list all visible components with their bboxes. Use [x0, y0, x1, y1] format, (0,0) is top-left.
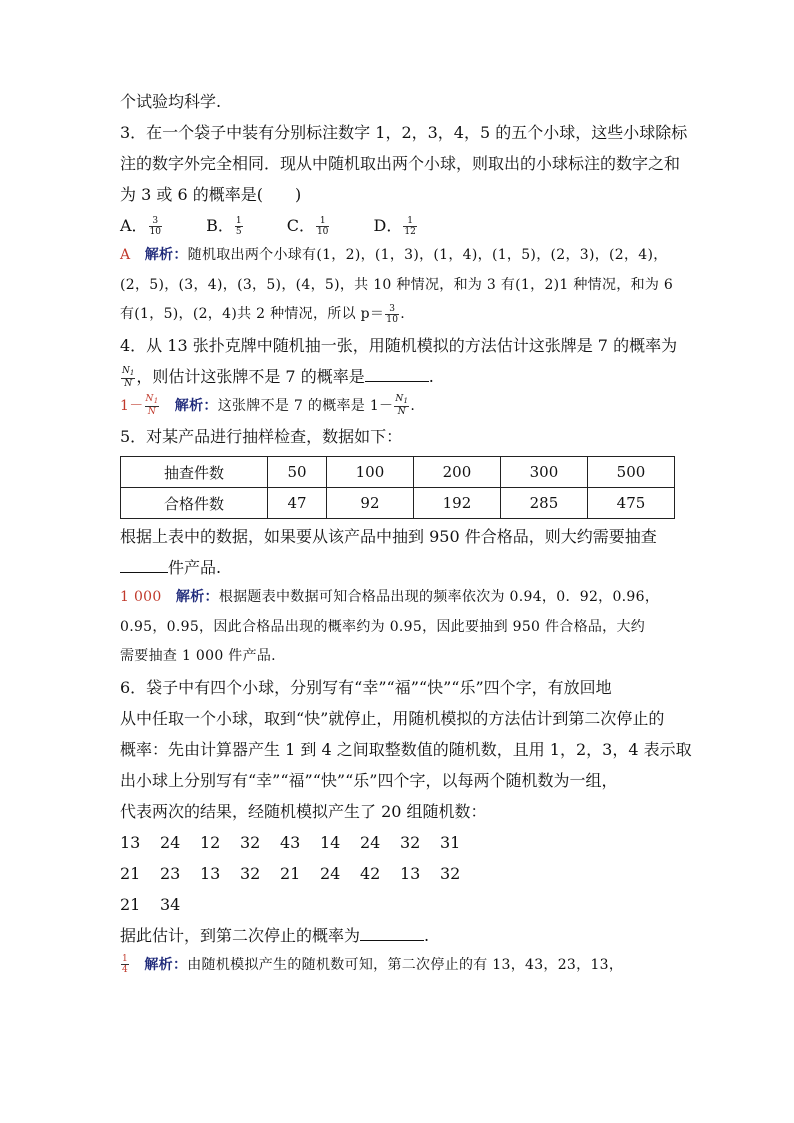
- denominator: 10: [386, 314, 399, 325]
- answer-value: 1 000: [120, 589, 162, 605]
- question-6: [120, 672, 692, 981]
- question-text: 根据上表中的数据，如果要从该产品中抽到 950 件合格品，则大约需要抽查: [120, 527, 657, 546]
- answer-value: [120, 394, 160, 417]
- denominator: N: [397, 407, 406, 417]
- random-number-row: [120, 827, 680, 858]
- table-cell: 47: [268, 488, 327, 519]
- table-header-cell: 合格件数: [121, 488, 268, 519]
- solution-keyword: 解析：: [175, 589, 219, 605]
- option-label: D．: [373, 216, 403, 235]
- answer-blank: [360, 926, 424, 941]
- random-number: 14: [320, 832, 341, 852]
- answer-prefix: 1－: [120, 397, 144, 414]
- numerator-symbol: N: [395, 394, 404, 404]
- question-text: 从中任取一个小球，取到“快”就停止，用随机模拟的方法估计到第二次停止的: [120, 708, 665, 728]
- solution-line: (2，5)，(3，4)，(3，5)，(4，5)，共 10 种情况，和为 3 有(1，2)1 种情况，和为 6: [120, 276, 674, 293]
- option-d: [374, 210, 418, 241]
- random-number: 34: [160, 894, 181, 914]
- random-number: 31: [440, 832, 461, 852]
- random-number: 13: [200, 863, 221, 883]
- random-number: 24: [160, 832, 181, 852]
- random-number: 24: [360, 832, 381, 852]
- random-number: 13: [400, 863, 421, 883]
- table-cell: 285: [500, 488, 587, 519]
- solution-line: [120, 951, 680, 981]
- random-number: 23: [160, 863, 181, 883]
- solution-text: 根据题表中数据可知合格品出现的频率依次为 0.94，0．92，0.96，: [218, 589, 660, 605]
- option-c: [287, 210, 331, 241]
- random-number: 24: [320, 863, 341, 883]
- random-number: 13: [120, 832, 141, 852]
- subscript: 1: [403, 397, 409, 405]
- table-cell: 100: [326, 457, 413, 488]
- question-text: 3．在一个袋子中装有分别标注数字 1，2，3，4，5 的五个小球，这些小球除标: [120, 123, 688, 142]
- random-number-row: [120, 889, 680, 920]
- option-b: [206, 210, 244, 241]
- solution-keyword: 解析：: [144, 956, 188, 973]
- random-number-row: [120, 858, 680, 889]
- document-page: [120, 86, 692, 980]
- random-number: 43: [280, 832, 301, 852]
- fraction: [145, 394, 160, 417]
- subscript: 1: [153, 397, 159, 405]
- fraction: [121, 954, 129, 975]
- answer-value: [120, 954, 130, 975]
- question-text: 据此估计，到第二次停止的概率为: [120, 925, 361, 945]
- random-number: 32: [440, 863, 461, 883]
- numerator-symbol: N: [145, 394, 154, 404]
- fraction: [316, 216, 329, 237]
- table-row: [121, 488, 675, 519]
- solution-line: [120, 583, 680, 613]
- question-text: 代表两次的结果，经随机模拟产生了 20 组随机数：: [120, 801, 487, 821]
- question-text: .: [424, 925, 430, 945]
- solution-text: 由随机模拟产生的随机数可知，第二次停止的有 13，43，23，13，: [187, 956, 624, 973]
- question-text: 4．从 13 张扑克牌中随机抽一张，用随机模拟的方法估计这张牌是 7 的概率为: [120, 335, 678, 355]
- question-text: [120, 361, 680, 392]
- solution-line: 0.95，0.95，因此合格品出现的概率约为 0.95，因此要抽到 950 件合格品，大约: [120, 618, 646, 635]
- question-4: [120, 330, 680, 422]
- table-cell: 50: [268, 457, 327, 488]
- question-5: [120, 421, 680, 672]
- denominator: N: [124, 378, 133, 389]
- question-text: ，则估计这张牌不是 7 的概率是: [136, 366, 365, 386]
- random-number: 32: [240, 863, 261, 883]
- question-text: [120, 552, 680, 583]
- solution-line: 需要抽查 1 000 件产品.: [120, 648, 276, 664]
- option-label: A．: [120, 216, 148, 235]
- answer-options: [120, 210, 680, 241]
- data-table: [120, 456, 675, 519]
- question-text: 概率：先由计算器产生 1 到 4 之间取整数值的随机数，且用 1，2，3，4 表示取: [120, 739, 692, 759]
- numerator: 1: [235, 216, 242, 226]
- numerator: 1: [122, 954, 129, 964]
- option-label: B．: [206, 216, 234, 235]
- random-number: 21: [120, 863, 141, 883]
- numerator: 1: [403, 216, 416, 227]
- denominator: 10: [316, 227, 329, 237]
- solution-text: .: [400, 306, 406, 322]
- table-row: [121, 457, 675, 488]
- question-text: .: [428, 366, 434, 386]
- question-3: [120, 117, 688, 330]
- question-text: 件产品.: [168, 558, 222, 577]
- solution-text: 有(1，5)，(2，4)共 2 种情况，所以 p＝: [120, 306, 385, 322]
- numerator: 3: [385, 304, 399, 315]
- question-text: [120, 920, 680, 951]
- question-text: 为 3 或 6 的概率是( ): [120, 185, 302, 204]
- question-text: 5．对某产品进行抽样检查，数据如下：: [120, 427, 403, 446]
- solution-text: 这张牌不是 7 的概率是 1－: [217, 397, 394, 414]
- denominator: 10: [149, 227, 162, 237]
- table-cell: 192: [413, 488, 500, 519]
- table-header-cell: 抽查件数: [121, 457, 268, 488]
- solution-keyword: 解析：: [174, 397, 218, 414]
- question-text: 注的数字外完全相同．现从中随机取出两个小球，则取出的小球标注的数字之和: [120, 154, 681, 173]
- fraction: [385, 304, 399, 325]
- fraction: [149, 216, 162, 237]
- table-cell: 300: [500, 457, 587, 488]
- table-cell: 92: [326, 488, 413, 519]
- numerator: [121, 366, 135, 379]
- option-label: C．: [286, 216, 315, 235]
- solution-text: .: [410, 397, 416, 414]
- numerator: [145, 394, 160, 407]
- option-a: [120, 210, 163, 241]
- solution-line: [120, 392, 680, 422]
- denominator: 12: [404, 227, 416, 237]
- numerator-symbol: N: [122, 365, 130, 376]
- answer-blank: [120, 558, 168, 573]
- subscript: 1: [129, 368, 135, 377]
- fraction: [121, 366, 135, 389]
- table-cell: 200: [413, 457, 500, 488]
- answer-value: A: [120, 247, 131, 263]
- random-number: 21: [120, 894, 141, 914]
- text-line: 个试验均科学.: [120, 92, 222, 111]
- numerator: 1: [316, 216, 329, 227]
- numerator: [394, 394, 409, 407]
- table-cell: 475: [587, 488, 674, 519]
- solution-line: [120, 241, 680, 271]
- answer-blank: [365, 367, 429, 382]
- denominator: N: [147, 407, 157, 417]
- random-number: 42: [360, 863, 381, 883]
- solution-keyword: 解析：: [144, 247, 188, 263]
- denominator: 5: [235, 227, 242, 237]
- solution-text: 随机取出两个小球有(1，2)，(1，3)，(1，4)，(1，5)，(2，3)，(2，4)，: [187, 247, 668, 263]
- table-cell: 500: [587, 457, 674, 488]
- random-number: 32: [240, 832, 261, 852]
- solution-line: [120, 300, 680, 330]
- fraction: [403, 216, 416, 237]
- denominator: 4: [122, 965, 129, 975]
- random-number: 21: [280, 863, 301, 883]
- fraction: [235, 216, 243, 237]
- random-number: 12: [200, 832, 221, 852]
- fraction: [394, 394, 409, 417]
- question-text: 6．袋子中有四个小球，分别写有“幸”“福”“快”“乐”四个字，有放回地: [120, 677, 612, 697]
- numerator: 3: [149, 216, 162, 227]
- random-number: 32: [400, 832, 421, 852]
- question-text: 出小球上分别写有“幸”“福”“快”“乐”四个字，以每两个随机数为一组，: [120, 770, 618, 790]
